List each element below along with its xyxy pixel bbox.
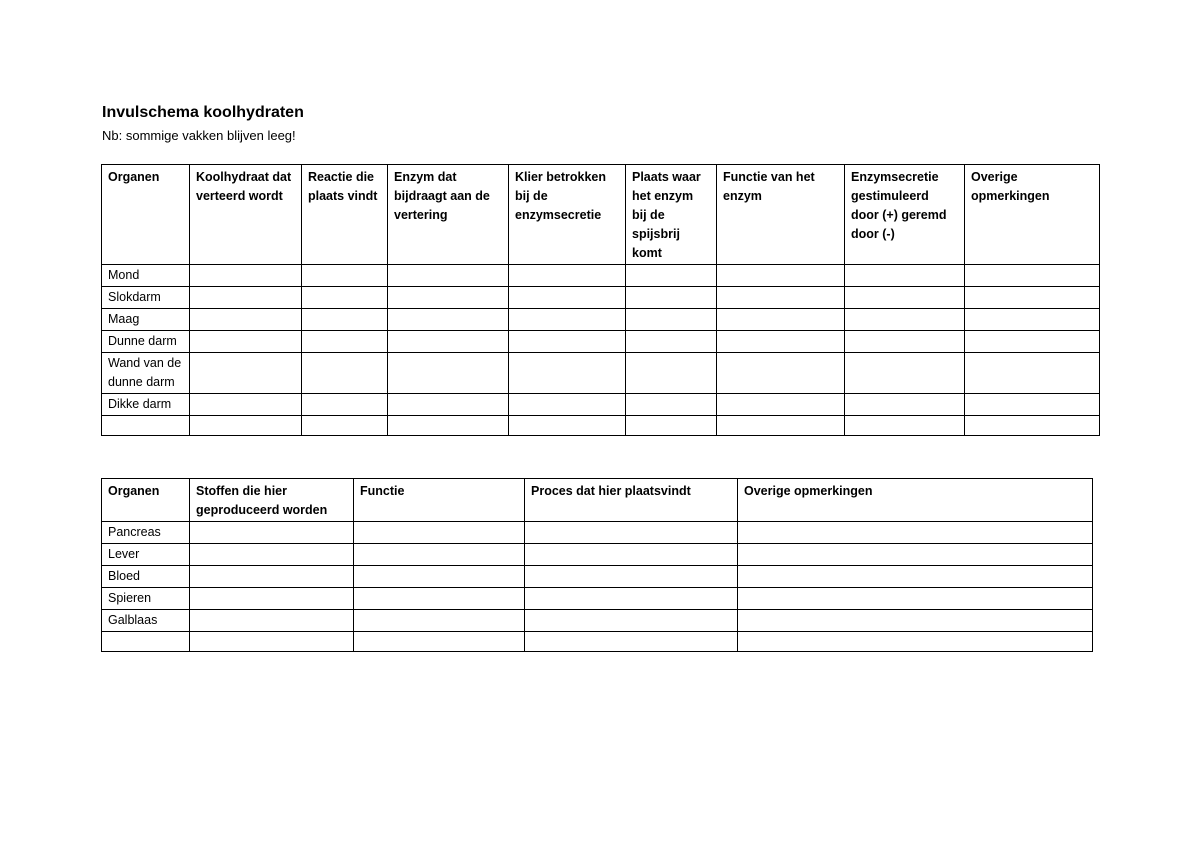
organ-label bbox=[102, 632, 190, 652]
answer-cell[interactable] bbox=[509, 331, 626, 353]
header-cell: Proces dat hier plaatsvindt bbox=[525, 479, 738, 522]
table-row bbox=[102, 522, 1093, 544]
answer-cell[interactable] bbox=[190, 544, 354, 566]
header-row bbox=[102, 479, 1093, 522]
answer-cell[interactable] bbox=[388, 309, 509, 331]
table-row bbox=[102, 566, 1093, 588]
organ-products-table bbox=[101, 478, 1093, 652]
organ-label: Pancreas bbox=[102, 522, 190, 544]
header-cell: Klier betrokken bij de enzymsecretie bbox=[509, 165, 626, 265]
answer-cell[interactable] bbox=[354, 544, 525, 566]
answer-cell[interactable] bbox=[626, 287, 717, 309]
answer-cell[interactable] bbox=[845, 416, 965, 436]
page-title: Invulschema koolhydraten bbox=[102, 104, 304, 121]
answer-cell[interactable] bbox=[388, 353, 509, 394]
header-cell: Plaats waar het enzym bij de spijsbrij komt bbox=[626, 165, 717, 265]
answer-cell[interactable] bbox=[388, 331, 509, 353]
organ-label: Maag bbox=[102, 309, 190, 331]
answer-cell[interactable] bbox=[354, 588, 525, 610]
organ-label: Mond bbox=[102, 265, 190, 287]
answer-cell[interactable] bbox=[738, 566, 1093, 588]
answer-cell[interactable] bbox=[965, 353, 1100, 394]
answer-cell[interactable] bbox=[738, 610, 1093, 632]
answer-cell[interactable] bbox=[509, 265, 626, 287]
table-row bbox=[102, 287, 1100, 309]
answer-cell[interactable] bbox=[965, 309, 1100, 331]
answer-cell[interactable] bbox=[525, 522, 738, 544]
answer-cell[interactable] bbox=[965, 265, 1100, 287]
table-row bbox=[102, 394, 1100, 416]
header-cell: Enzym dat bijdraagt aan de vertering bbox=[388, 165, 509, 265]
answer-cell[interactable] bbox=[190, 265, 302, 287]
organ-label bbox=[102, 416, 190, 436]
answer-cell[interactable] bbox=[302, 353, 388, 394]
answer-cell[interactable] bbox=[302, 309, 388, 331]
answer-cell[interactable] bbox=[190, 566, 354, 588]
answer-cell[interactable] bbox=[525, 632, 738, 652]
answer-cell[interactable] bbox=[845, 309, 965, 331]
answer-cell[interactable] bbox=[190, 416, 302, 436]
answer-cell[interactable] bbox=[190, 632, 354, 652]
answer-cell[interactable] bbox=[717, 394, 845, 416]
header-cell: Stoffen die hier geproduceerd worden bbox=[190, 479, 354, 522]
answer-cell[interactable] bbox=[845, 287, 965, 309]
answer-cell[interactable] bbox=[965, 394, 1100, 416]
answer-cell[interactable] bbox=[190, 287, 302, 309]
answer-cell[interactable] bbox=[626, 309, 717, 331]
answer-cell[interactable] bbox=[388, 265, 509, 287]
answer-cell[interactable] bbox=[738, 588, 1093, 610]
organ-label: Dikke darm bbox=[102, 394, 190, 416]
organ-label: Lever bbox=[102, 544, 190, 566]
table-row bbox=[102, 265, 1100, 287]
answer-cell[interactable] bbox=[302, 331, 388, 353]
answer-cell[interactable] bbox=[626, 416, 717, 436]
digestion-table bbox=[101, 164, 1100, 436]
answer-cell[interactable] bbox=[717, 416, 845, 436]
answer-cell[interactable] bbox=[190, 331, 302, 353]
table-row bbox=[102, 588, 1093, 610]
header-cell: Reactie die plaats vindt bbox=[302, 165, 388, 265]
answer-cell[interactable] bbox=[965, 287, 1100, 309]
table-row bbox=[102, 632, 1093, 652]
answer-cell[interactable] bbox=[190, 610, 354, 632]
answer-cell[interactable] bbox=[965, 416, 1100, 436]
table-row bbox=[102, 416, 1100, 436]
page-subtitle: Nb: sommige vakken blijven leeg! bbox=[102, 128, 296, 143]
answer-cell[interactable] bbox=[845, 265, 965, 287]
answer-cell[interactable] bbox=[354, 566, 525, 588]
answer-cell[interactable] bbox=[190, 353, 302, 394]
organ-label: Slokdarm bbox=[102, 287, 190, 309]
header-cell: Organen bbox=[102, 479, 190, 522]
organ-label: Dunne darm bbox=[102, 331, 190, 353]
header-row bbox=[102, 165, 1100, 265]
header-cell: Functie bbox=[354, 479, 525, 522]
table-row bbox=[102, 309, 1100, 331]
answer-cell[interactable] bbox=[965, 331, 1100, 353]
answer-cell[interactable] bbox=[626, 353, 717, 394]
answer-cell[interactable] bbox=[190, 522, 354, 544]
organ-label: Galblaas bbox=[102, 610, 190, 632]
answer-cell[interactable] bbox=[388, 287, 509, 309]
answer-cell[interactable] bbox=[717, 287, 845, 309]
answer-cell[interactable] bbox=[738, 632, 1093, 652]
header-cell: Organen bbox=[102, 165, 190, 265]
answer-cell[interactable] bbox=[354, 522, 525, 544]
answer-cell[interactable] bbox=[845, 331, 965, 353]
answer-cell[interactable] bbox=[717, 353, 845, 394]
answer-cell[interactable] bbox=[509, 394, 626, 416]
header-cell: Overige opmerkingen bbox=[965, 165, 1100, 265]
header-cell: Functie van het enzym bbox=[717, 165, 845, 265]
answer-cell[interactable] bbox=[845, 353, 965, 394]
header-cell: Koolhydraat dat verteerd wordt bbox=[190, 165, 302, 265]
answer-cell[interactable] bbox=[388, 394, 509, 416]
organ-label: Spieren bbox=[102, 588, 190, 610]
answer-cell[interactable] bbox=[354, 610, 525, 632]
answer-cell[interactable] bbox=[509, 287, 626, 309]
answer-cell[interactable] bbox=[302, 394, 388, 416]
answer-cell[interactable] bbox=[626, 331, 717, 353]
answer-cell[interactable] bbox=[717, 309, 845, 331]
answer-cell[interactable] bbox=[302, 287, 388, 309]
answer-cell[interactable] bbox=[354, 632, 525, 652]
answer-cell[interactable] bbox=[738, 544, 1093, 566]
table-row bbox=[102, 353, 1100, 394]
header-cell: Enzymsecretie gestimuleerd door (+) geremd door (-) bbox=[845, 165, 965, 265]
organ-label: Wand van de dunne darm bbox=[102, 353, 190, 394]
answer-cell[interactable] bbox=[190, 309, 302, 331]
answer-cell[interactable] bbox=[525, 544, 738, 566]
answer-cell[interactable] bbox=[509, 309, 626, 331]
answer-cell[interactable] bbox=[388, 416, 509, 436]
answer-cell[interactable] bbox=[190, 394, 302, 416]
answer-cell[interactable] bbox=[302, 265, 388, 287]
header-cell: Overige opmerkingen bbox=[738, 479, 1093, 522]
answer-cell[interactable] bbox=[626, 265, 717, 287]
table-row bbox=[102, 544, 1093, 566]
answer-cell[interactable] bbox=[845, 394, 965, 416]
answer-cell[interactable] bbox=[626, 394, 717, 416]
answer-cell[interactable] bbox=[190, 588, 354, 610]
answer-cell[interactable] bbox=[738, 522, 1093, 544]
answer-cell[interactable] bbox=[525, 566, 738, 588]
answer-cell[interactable] bbox=[717, 265, 845, 287]
table-row bbox=[102, 331, 1100, 353]
table-row bbox=[102, 610, 1093, 632]
answer-cell[interactable] bbox=[525, 610, 738, 632]
organ-label: Bloed bbox=[102, 566, 190, 588]
answer-cell[interactable] bbox=[509, 353, 626, 394]
answer-cell[interactable] bbox=[509, 416, 626, 436]
answer-cell[interactable] bbox=[302, 416, 388, 436]
answer-cell[interactable] bbox=[525, 588, 738, 610]
answer-cell[interactable] bbox=[717, 331, 845, 353]
